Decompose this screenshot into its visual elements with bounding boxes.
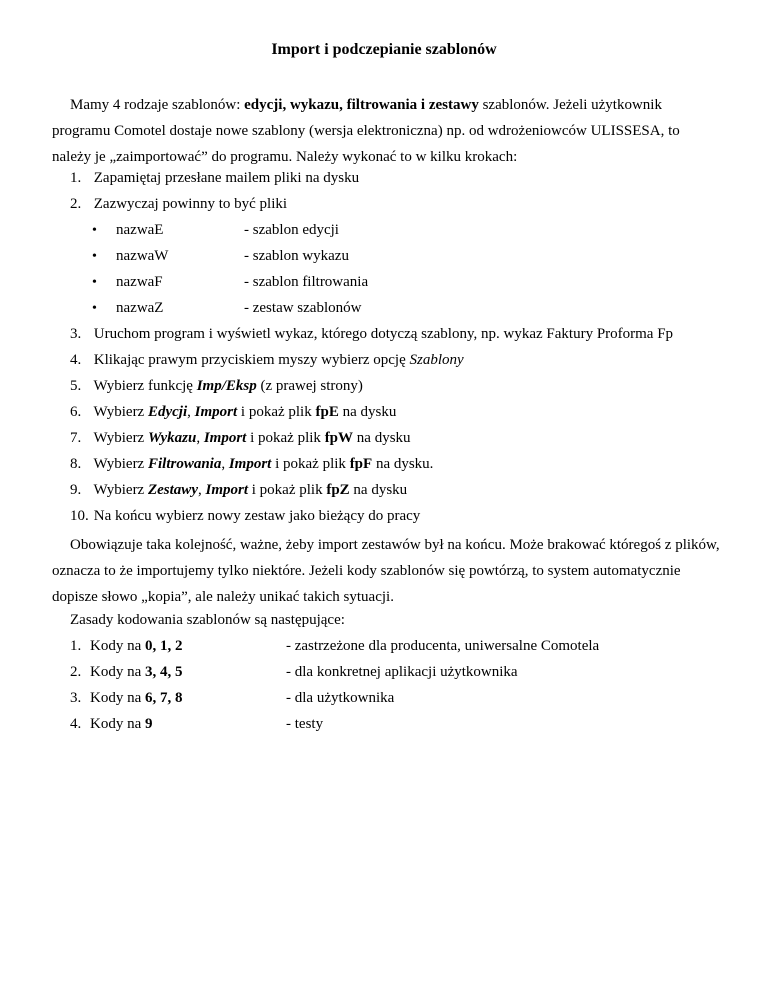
step-item bbox=[70, 454, 433, 474]
step-text: Zazwyczaj powinny to być pliki bbox=[93, 196, 288, 212]
step-number: 10. bbox=[70, 508, 89, 524]
step-text-after: na dysku bbox=[338, 404, 397, 420]
step-text-after: na dysku bbox=[349, 482, 408, 498]
code-rule-description: - dla konkretnej aplikacji użytkownika bbox=[286, 664, 518, 680]
step-text: Wybierz bbox=[93, 482, 148, 498]
step-number: 1. bbox=[70, 170, 82, 186]
step-number: 4. bbox=[70, 352, 82, 368]
file-bullet-item bbox=[92, 272, 368, 292]
step-text-after: na dysku. bbox=[372, 456, 434, 472]
bullet-icon: • bbox=[92, 275, 97, 290]
code-rule-number: 2. bbox=[70, 664, 82, 680]
order-note-paragraph: Obowiązuje taka kolejność, ważne, żeby import zestawów był na końcu. Może brakować któregoś z plików, oznacza to że importujemy tylko niektóre. Jeżeli kody szablonów się powtórzą, to system automatycznie dopisze słowo „kopia”, ale należy unikać takich sytuacji. bbox=[52, 537, 720, 605]
file-name: nazwaF bbox=[116, 274, 163, 290]
step-option-name: Wykazu bbox=[147, 430, 197, 446]
intro-template-types: edycji, wykazu, filtrowania i zestawy bbox=[244, 97, 479, 113]
step-number: 6. bbox=[70, 404, 82, 420]
code-rule-label: Kody na bbox=[90, 716, 145, 732]
code-rule-values: 9 bbox=[145, 716, 153, 732]
step-separator: , bbox=[197, 482, 206, 498]
file-description: - szablon wykazu bbox=[244, 248, 349, 264]
step-separator: , bbox=[196, 430, 204, 446]
bullet-icon: • bbox=[92, 249, 97, 264]
code-rule-description: - zastrzeżone dla producenta, uniwersalne Comotela bbox=[286, 638, 600, 654]
intro-text-before: Mamy 4 rodzaje szablonów: bbox=[70, 97, 245, 113]
step-text-mid: i pokaż plik bbox=[248, 482, 327, 498]
step-text-after: (z prawej strony) bbox=[256, 378, 363, 394]
code-rule-values: 3, 4, 5 bbox=[145, 664, 183, 680]
step-action-name: Import bbox=[205, 482, 248, 498]
step-text-after: na dysku bbox=[353, 430, 411, 446]
bullet-icon: • bbox=[92, 223, 97, 238]
code-rule-number: 3. bbox=[70, 690, 82, 706]
code-rule-item bbox=[70, 662, 518, 682]
step-option-name: Edycji bbox=[147, 404, 188, 420]
step-action-name: Import bbox=[194, 404, 238, 420]
file-description: - szablon filtrowania bbox=[244, 274, 369, 290]
step-option-name: Filtrowania bbox=[147, 456, 222, 472]
bullet-icon: • bbox=[92, 301, 97, 316]
code-rule-values: 0, 1, 2 bbox=[145, 638, 183, 654]
step-item bbox=[70, 506, 420, 526]
file-bullet-item bbox=[92, 298, 361, 318]
step-text: Uruchom program i wyświetl wykaz, którego dotyczą szablony, np. wykaz Faktury Proforma Fp bbox=[93, 326, 674, 342]
step-text: Klikając prawym przyciskiem myszy wybierz opcję bbox=[93, 352, 410, 368]
step-item bbox=[70, 324, 673, 344]
step-separator: , bbox=[221, 456, 229, 472]
step-number: 8. bbox=[70, 456, 82, 472]
step-item bbox=[70, 480, 407, 500]
code-rule-label: Kody na bbox=[90, 638, 145, 654]
step-text: Zapamiętaj przesłane mailem pliki na dysku bbox=[93, 170, 360, 186]
file-description: - zestaw szablonów bbox=[244, 300, 362, 316]
step-item bbox=[70, 428, 411, 448]
code-rule-label: Kody na bbox=[90, 664, 145, 680]
file-name: nazwaW bbox=[116, 248, 169, 264]
code-rule-description: - dla użytkownika bbox=[286, 690, 395, 706]
code-rule-values: 6, 7, 8 bbox=[145, 690, 183, 706]
step-number: 9. bbox=[70, 482, 82, 498]
step-item bbox=[70, 168, 359, 188]
step-function-name: Imp/Eksp bbox=[196, 378, 257, 394]
step-item bbox=[70, 194, 287, 214]
step-file-name: fpE bbox=[315, 404, 339, 420]
code-rule-number: 1. bbox=[70, 638, 82, 654]
step-item bbox=[70, 350, 464, 370]
step-action-name: Import bbox=[228, 456, 272, 472]
intro-text-after: szablonów. Jeżeli użytkownik programu Comotel dostaje nowe szablony (wersja elektroniczna) np. od wdrożeniowców ULISSESA, to należy je „zaimportować” do programu. Należy wykonać to w kilku krokach: bbox=[52, 97, 680, 165]
step-text: Wybierz bbox=[93, 404, 148, 420]
code-rule-item bbox=[70, 636, 599, 656]
coding-rules-heading: Zasady kodowania szablonów są następujące: bbox=[70, 612, 345, 628]
step-file-name: fpZ bbox=[326, 482, 350, 498]
step-number: 5. bbox=[70, 378, 82, 394]
step-item bbox=[70, 376, 363, 396]
code-rule-item bbox=[70, 688, 394, 708]
code-rule-number: 4. bbox=[70, 716, 82, 732]
step-text: Na końcu wybierz nowy zestaw jako bieżący do pracy bbox=[93, 508, 421, 524]
file-name: nazwaE bbox=[116, 222, 164, 238]
step-text-mid: i pokaż plik bbox=[237, 404, 316, 420]
step-text-mid: i pokaż plik bbox=[271, 456, 350, 472]
step-text: Wybierz bbox=[93, 430, 148, 446]
step-number: 7. bbox=[70, 430, 82, 446]
step-separator: , bbox=[187, 404, 195, 420]
intro-paragraph bbox=[52, 92, 722, 170]
step-action-name: Import bbox=[203, 430, 247, 446]
step-text: Wybierz funkcję bbox=[93, 378, 197, 394]
step-number: 3. bbox=[70, 326, 82, 342]
step-item bbox=[70, 402, 396, 422]
document-title: Import i podczepianie szablonów bbox=[271, 41, 497, 58]
step-file-name: fpF bbox=[349, 456, 373, 472]
file-name: nazwaZ bbox=[116, 300, 164, 316]
step-file-name: fpW bbox=[324, 430, 354, 446]
step-option-name: Zestawy bbox=[147, 482, 198, 498]
code-rule-label: Kody na bbox=[90, 690, 145, 706]
step-option-name: Szablony bbox=[409, 352, 464, 368]
code-rule-item bbox=[70, 714, 323, 734]
code-rule-description: - testy bbox=[286, 716, 324, 732]
file-description: - szablon edycji bbox=[244, 222, 339, 238]
step-number: 2. bbox=[70, 196, 82, 212]
step-text: Wybierz bbox=[93, 456, 148, 472]
step-text-mid: i pokaż plik bbox=[246, 430, 325, 446]
file-bullet-item bbox=[92, 246, 349, 266]
file-bullet-item bbox=[92, 220, 339, 240]
